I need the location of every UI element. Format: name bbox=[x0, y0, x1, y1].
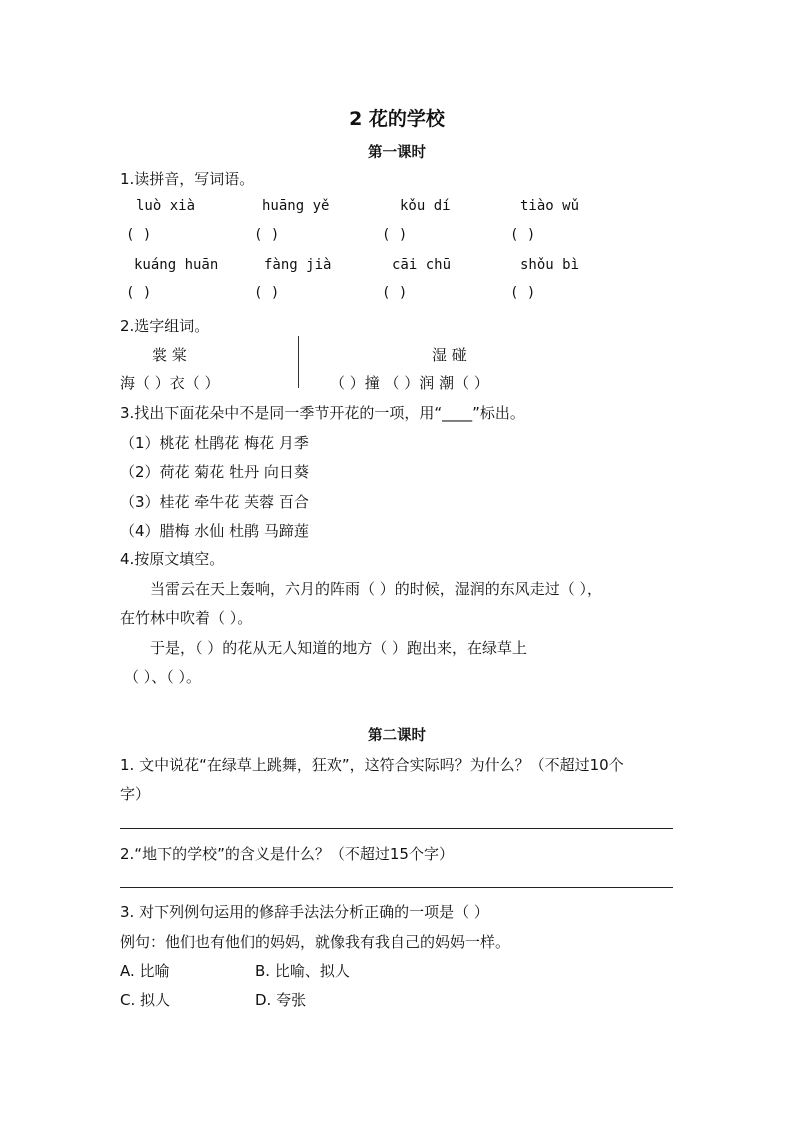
lesson-1-heading: 第一课时 bbox=[368, 145, 426, 161]
q2-prompt: 2.选字组词。 bbox=[120, 317, 210, 335]
q4-prompt: 4.按原文填空。 bbox=[120, 550, 225, 568]
q1-prompt: 1.读拼音，写词语。 bbox=[120, 170, 255, 188]
q2-right-fill[interactable]: （ ）撞 （ ）润 潮（ ） bbox=[330, 374, 489, 392]
q3-option-1[interactable]: （1）桃花 杜鹃花 梅花 月季 bbox=[120, 434, 309, 452]
answer-blank-2[interactable]: ( ) bbox=[254, 227, 280, 243]
pinyin-1: luò xià bbox=[136, 198, 196, 214]
answer-blank-1[interactable]: ( ) bbox=[126, 227, 152, 243]
option-b[interactable]: B. 比喻、拟人 bbox=[255, 962, 350, 980]
answer-blank-8[interactable]: ( ) bbox=[510, 285, 536, 301]
option-d[interactable]: D. 夸张 bbox=[255, 991, 307, 1009]
q4-para1-line1[interactable]: 当雷云在天上轰响，六月的阵雨（ ）的时候，湿润的东风走过（ ）， bbox=[150, 580, 603, 598]
l2-q1-line2: 字） bbox=[120, 785, 151, 803]
answer-blank-4[interactable]: ( ) bbox=[510, 227, 536, 243]
q2-right-chars: 湿 碰 bbox=[432, 346, 467, 364]
pinyin-3: kǒu dí bbox=[400, 198, 451, 214]
page-title: 2 花的学校 bbox=[349, 108, 445, 130]
l2-q2: 2.“地下的学校”的含义是什么？（不超过15个字） bbox=[120, 845, 454, 863]
pinyin-7: cāi chū bbox=[392, 257, 452, 273]
q2-left-chars: 裳 棠 bbox=[152, 346, 187, 364]
q3-option-2[interactable]: （2）荷花 菊花 牡丹 向日葵 bbox=[120, 463, 309, 481]
l2-q1-line1: 1. 文中说花“在绿草上跳舞，狂欢”，这符合实际吗？为什么？（不超过10个 bbox=[120, 756, 624, 774]
q4-para2-line2[interactable]: （ ）、（ ）。 bbox=[124, 668, 202, 686]
q2-left-fill[interactable]: 海（ ）衣（ ） bbox=[120, 374, 220, 392]
answer-blank-7[interactable]: ( ) bbox=[382, 285, 408, 301]
q3-option-4[interactable]: （4）腊梅 水仙 杜鹃 马蹄莲 bbox=[120, 522, 309, 540]
q2-divider bbox=[298, 336, 299, 388]
lesson-2-heading: 第二课时 bbox=[368, 728, 426, 744]
q4-para2-line1[interactable]: 于是，（ ）的花从无人知道的地方（ ）跑出来，在绿草上 bbox=[150, 639, 528, 657]
q3-option-3[interactable]: （3）桂花 牵牛花 芙蓉 百合 bbox=[120, 493, 309, 511]
l2-q2-answer-line[interactable] bbox=[120, 887, 673, 888]
option-c[interactable]: C. 拟人 bbox=[120, 991, 171, 1009]
l2-q3-example: 例句：他们也有他们的妈妈，就像我有我自己的妈妈一样。 bbox=[120, 933, 511, 951]
pinyin-8: shǒu bì bbox=[520, 257, 580, 273]
option-a[interactable]: A. 比喻 bbox=[120, 962, 170, 980]
q4-para1-line2[interactable]: 在竹林中吹着（ ）。 bbox=[120, 609, 253, 627]
pinyin-2: huāng yě bbox=[262, 198, 330, 214]
pinyin-4: tiào wǔ bbox=[520, 198, 580, 214]
answer-blank-5[interactable]: ( ) bbox=[126, 285, 152, 301]
l2-q3: 3. 对下列例句运用的修辞手法法分析正确的一项是（ ） bbox=[120, 903, 489, 921]
pinyin-6: fàng jià bbox=[264, 257, 332, 273]
q3-prompt: 3.找出下面花朵中不是同一季节开花的一项，用“____”标出。 bbox=[120, 404, 525, 422]
pinyin-5: kuáng huān bbox=[134, 257, 219, 273]
l2-q1-answer-line[interactable] bbox=[120, 828, 673, 829]
answer-blank-6[interactable]: ( ) bbox=[254, 285, 280, 301]
answer-blank-3[interactable]: ( ) bbox=[382, 227, 408, 243]
